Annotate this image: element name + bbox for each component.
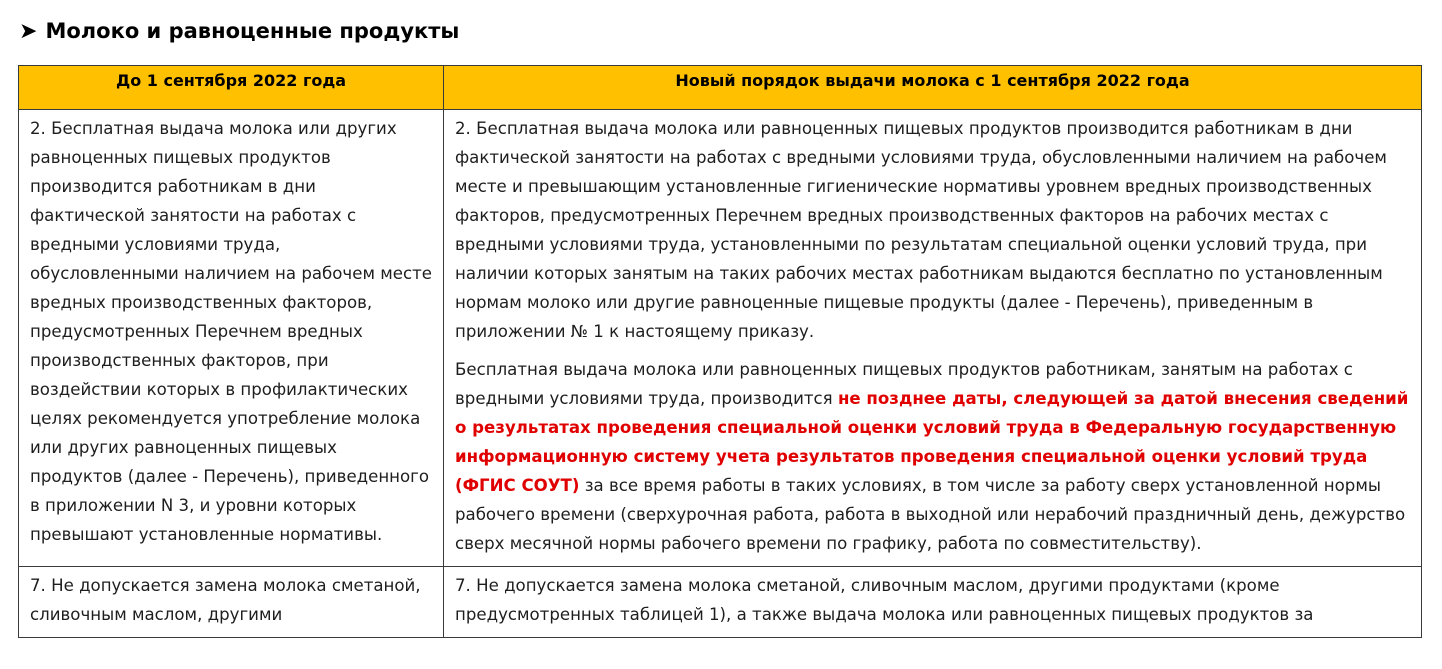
header-new-rules: Новый порядок выдачи молока с 1 сентября 2022 года [444,66,1422,110]
table-header-row [19,66,1422,110]
new-clause-2-paragraph-2 [455,355,1411,558]
table-row [19,567,1422,638]
header-old-rules: До 1 сентября 2022 года [19,66,444,110]
table-row [19,110,1422,567]
arrow-icon: ➤ [19,18,38,44]
old-clause-7-text: 7. Не допускается замена молока сметаной, сливочным маслом, другими [30,576,421,624]
heading-title: Молоко и равноценные продукты [45,19,460,43]
new-clause-7-text: 7. Не допускается замена молока сметаной, сливочным маслом, другими продуктами (кроме предусмотренных таблицей 1), а также выдача молока или равноценных пищевых продуктов за [455,576,1314,624]
page-heading [19,16,459,46]
comparison-table [18,65,1422,638]
new-clause-2-paragraph-1: 2. Бесплатная выдача молока или равноценных пищевых продуктов производится работникам в дни фактической занятости на работах с вредными условиями труда, обусловленными наличием на рабочем месте и превышающим установленные гигиенические нормативы уровнем вредных производственных факторов, предусмотренных Перечнем вредных производственных факторов на рабочих местах с вредными условиями труда, установленными по результатам специальной оценки условий труда, при наличии которых занятым на таких рабочих местах работникам выдаются бесплатно по установленным нормам молоко или другие равноценные пищевые продукты (далее - Перечень), приведенным в приложении № 1 к настоящему приказу. [455,119,1387,341]
paragraph-2-start: Бесплатная выдача молока или равноценных пищевых продуктов работникам, занятым на работах с вредными условиями труда, производится [455,360,1353,408]
cell-new-clause-2 [444,110,1422,567]
cell-old-clause-7 [19,567,444,638]
cell-old-clause-2 [19,110,444,567]
highlighted-deadline-text: не позднее даты, следующей за датой внесения сведений о результатах проведения специальной оценки условий труда в Федеральную государственную информационную систему учета результатов проведения специальной оценки условий труда (ФГИС СОУТ) [455,389,1409,495]
paragraph-2-end: за все время работы в таких условиях, в том числе за работу сверх установленной нормы рабочего времени (сверхурочная работа, работа в выходной или нерабочий праздничный день, дежурство сверх месячной нормы рабочего времени по графику, работа по совместительству). [455,476,1406,553]
cell-new-clause-7 [444,567,1422,638]
old-clause-2-text: 2. Бесплатная выдача молока или других равноценных пищевых продуктов производится работникам в дни фактической занятости на работах с вредными условиями труда, обусловленными наличием на рабочем месте вредных производственных факторов, предусмотренных Перечнем вредных производственных факторов, при воздействии которых в профилактических целях рекомендуется употребление молока или других равноценных пищевых продуктов (далее - Перечень), приведенного в приложении N 3, и уровни которых превышают установленные нормативы. [30,119,432,544]
